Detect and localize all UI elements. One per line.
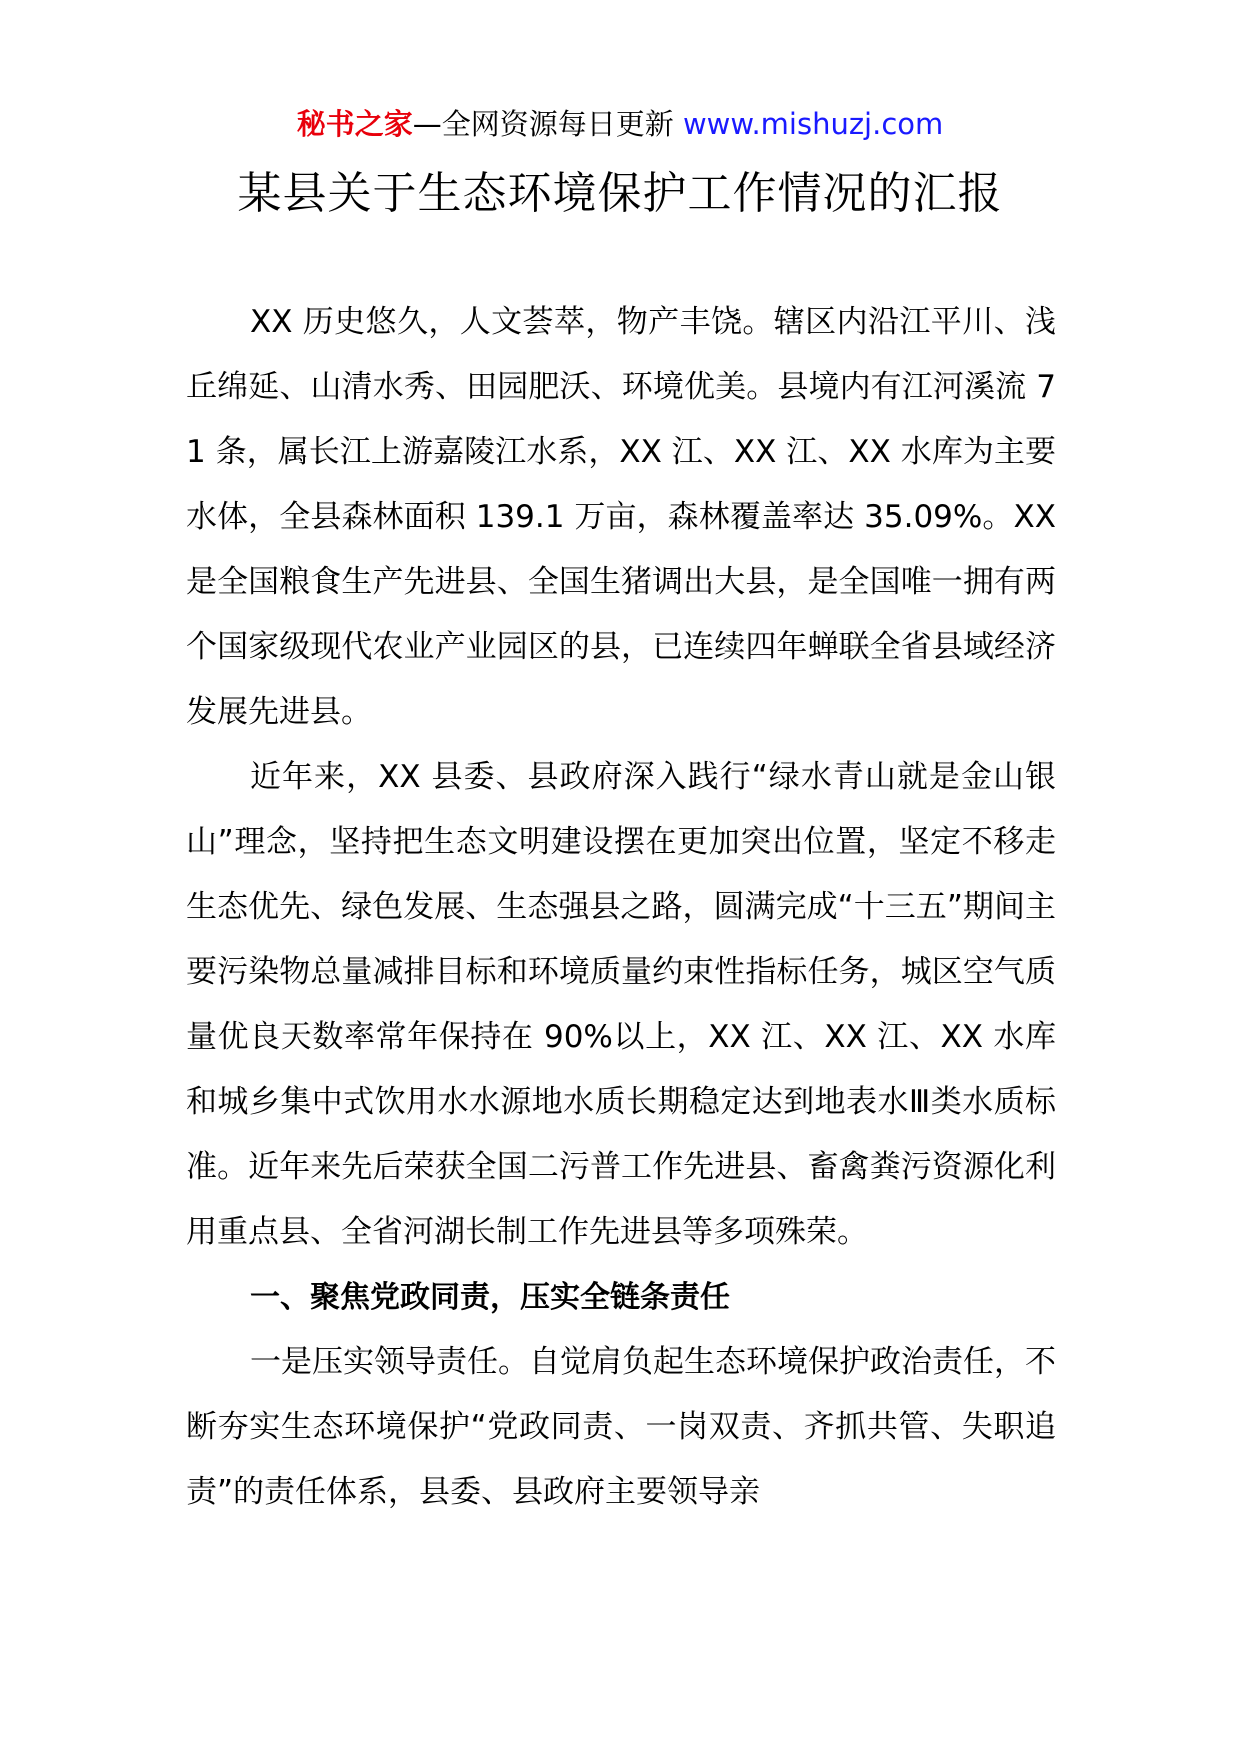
document-body bbox=[186, 290, 1056, 1525]
section-heading-1: 一、聚焦党政同责，压实全链条责任 bbox=[250, 1280, 730, 1315]
body-paragraph-2: 近年来，XX 县委、县政府深入践行“绿水青山就是金山银山”理念，坚持把生态文明建设摆在更加突出位置，坚定不移走生态优先、绿色发展、生态强县之路，圆满完成“十三五”期间主要污染物总量减排目标和环境质量约束性指标任务，城区空气质量优良天数率常年保持在 90%以上，XX 江、XX 江、XX 水库和城乡集中式饮用水水源地水质长期稳定达到地表水Ⅲ类水质标准。近年来先后荣获全国二污普工作先进县、畜禽粪污资源化利用重点县、全省河湖长制工作先进县等多项殊荣。 bbox=[186, 759, 1056, 1250]
site-header bbox=[0, 104, 1240, 144]
section-paragraph-1: 一是压实领导责任。自觉肩负起生态环境保护政治责任，不断夯实生态环境保护“党政同责、一岗双责、齐抓共管、失职追责”的责任体系，县委、县政府主要领导亲 bbox=[186, 1344, 1056, 1510]
document-title: 某县关于生态环境保护工作情况的汇报 bbox=[237, 168, 1003, 219]
header-tagline: —全网资源每日更新 bbox=[412, 107, 683, 141]
body-paragraph-1: XX 历史悠久，人文荟萃，物产丰饶。辖区内沿江平川、浅丘绵延、山清水秀、田园肥沃、环境优美。县境内有江河溪流 71 条，属长江上游嘉陵江水系，XX 江、XX 江、XX 水库为主要水体，全县森林面积 139.1 万亩，森林覆盖率达 35.09%。XX 是全国粮食生产先进县、全国生猪调出大县，是全国唯一拥有两个国家级现代农业产业园区的县，已连续四年蝉联全省县域经济发展先进县。 bbox=[186, 304, 1056, 730]
brand-name: 秘书之家 bbox=[296, 107, 413, 141]
site-url-link[interactable]: www.mishuzj.com bbox=[682, 107, 944, 141]
